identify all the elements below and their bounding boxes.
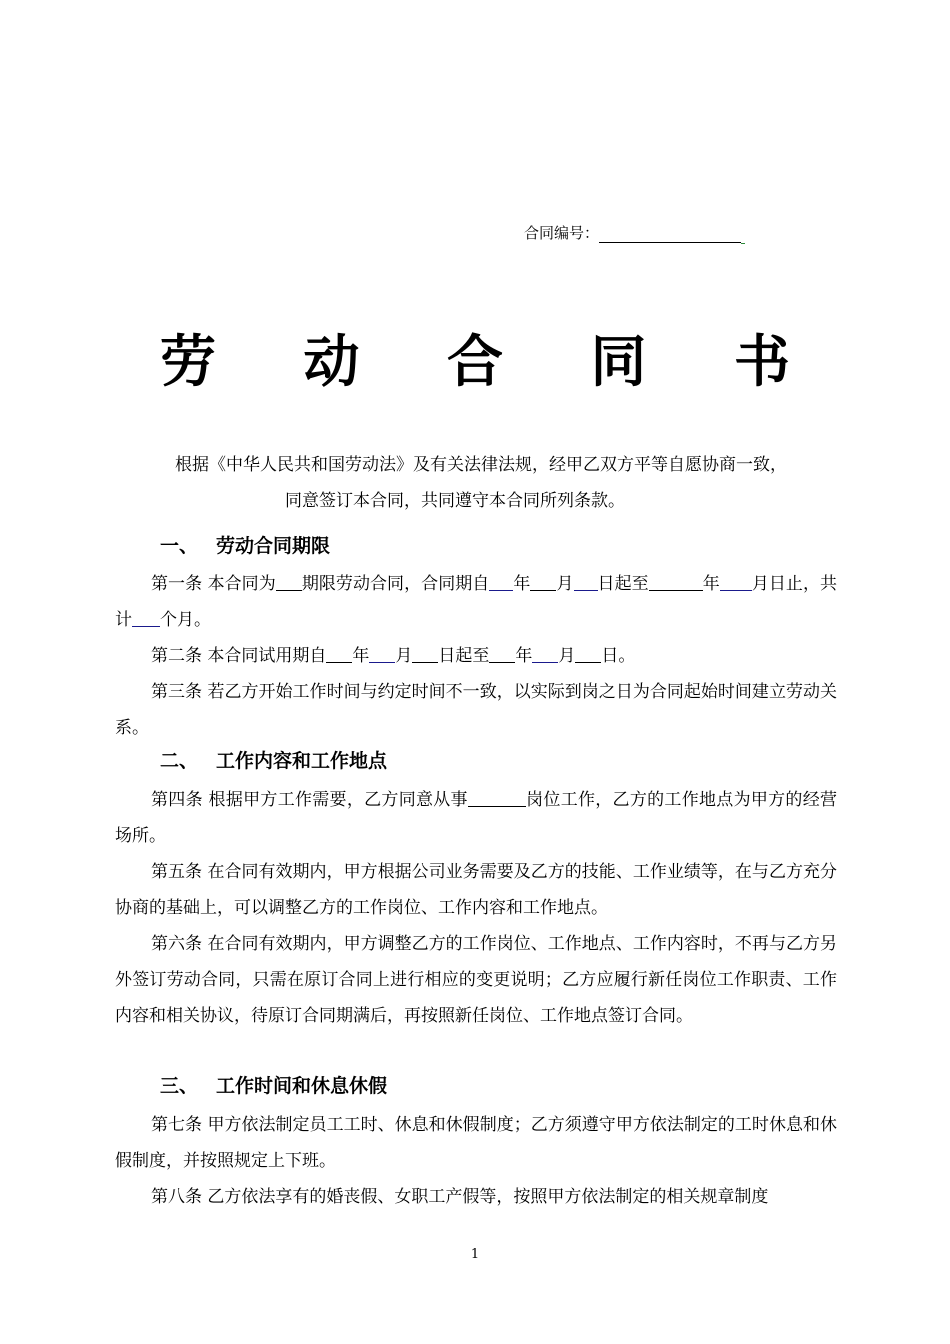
article-7: 第七条 甲方依法制定员工工时、休息和休假制度；乙方须遵守甲方依法制定的工时休息和休假制度，并按照规定上下班。 (115, 1115, 837, 1171)
section-heading-2 (160, 746, 387, 776)
blank-field[interactable] (575, 646, 601, 663)
article-3: 第三条 若乙方开始工作时间与约定时间不一致，以实际到岗之日为合同起始时间建立劳动关系。 (115, 682, 837, 738)
blank-field[interactable] (530, 574, 556, 591)
section-number: 三、 (160, 1075, 199, 1097)
blank-field[interactable] (574, 574, 598, 591)
article-8: 第八条 乙方依法享有的婚丧假、女职工产假等，按照甲方依法制定的相关规章制度 (151, 1187, 769, 1207)
article-4: 第四条 根据甲方工作需要，乙方同意从事 岗位工作，乙方的工作地点为甲方的经营场所。 (115, 790, 837, 846)
blank-field[interactable] (649, 574, 703, 591)
section-number: 二、 (160, 750, 199, 772)
article-5: 第五条 在合同有效期内，甲方根据公司业务需要及乙方的技能、工作业绩等，在与乙方充分协商的基础上，可以调整乙方的工作岗位、工作内容和工作地点。 (115, 862, 837, 918)
blank-field[interactable] (132, 610, 160, 627)
preamble-line-1: 根据《中华人民共和国劳动法》及有关法律法规，经甲乙双方平等自愿协商一致， (175, 455, 787, 475)
blank-field[interactable] (489, 646, 515, 663)
section-heading-1 (160, 531, 330, 561)
section-heading-3 (160, 1071, 387, 1101)
blank-field[interactable] (276, 574, 302, 591)
blank-field[interactable] (369, 646, 395, 663)
section-title: 工作内容和工作地点 (216, 750, 388, 772)
article-2: 第二条 本合同试用期自 年 月 日起至 年 月 日。 (151, 646, 636, 666)
blank-field[interactable] (326, 646, 352, 663)
section-number: 一、 (160, 535, 199, 557)
blank-field[interactable] (720, 574, 752, 591)
contract-number-label: 合同编号： (524, 224, 600, 242)
section-title: 劳动合同期限 (216, 535, 331, 557)
blank-field[interactable] (532, 646, 558, 663)
contract-number (524, 222, 741, 243)
contract-number-field[interactable] (599, 228, 741, 243)
blank-field[interactable] (489, 574, 513, 591)
section-title: 工作时间和休息休假 (216, 1075, 388, 1097)
blank-field[interactable] (412, 646, 438, 663)
article-1: 第一条 本合同为 期限劳动合同，合同期自 年 月 日起至 年 月日止，共计 个月。 (115, 574, 838, 630)
page-number: 1 (470, 1247, 480, 1262)
article-6: 第六条 在合同有效期内，甲方调整乙方的工作岗位、工作地点、工作内容时，不再与乙方另外签订劳动合同，只需在原订合同上进行相应的变更说明；乙方应履行新任岗位工作职责、工作内容和相关协议，待原订合同期满后，再按照新任岗位、工作地点签订合同。 (115, 934, 837, 1026)
preamble-line-2: 同意签订本合同，共同遵守本合同所列条款。 (285, 491, 625, 511)
blank-field[interactable] (468, 790, 526, 807)
document-title: 劳 动 合 同 书 (160, 329, 824, 395)
